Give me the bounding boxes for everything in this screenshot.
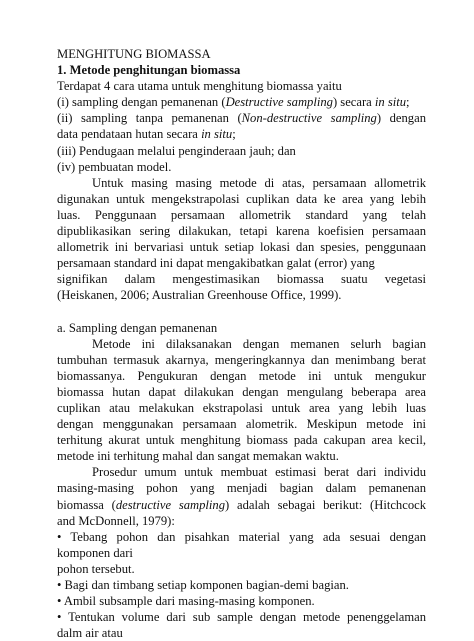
para2-line: dengan menggunakan persamaan alometrik. Meskipun metode ini [57,417,426,432]
bullet-item: • Tentukan volume dari sub sample dengan metode penenggelaman [57,610,426,625]
para1-line: allometrik ini bervariasi untuk setiap lokasi dan spesies, penggunaan [57,240,426,255]
para3-line: Prosedur umum untuk membuat estimasi berat dari individu [92,465,426,480]
para2-line: terhitung akurat untuk menghitung biomass pada cakupan area kecil, [57,433,426,448]
list-item-iv: (iv) pembuatan model. [57,159,172,174]
doc-title: MENGHITUNG BIOMASSA [57,47,211,61]
bullet-item: • Ambil subsample dari masing-masing komponen. [57,594,315,609]
para1-line: Untuk masing masing metode di atas, persamaan allometrik [92,175,426,190]
para3-line: and McDonnell, 1979): [57,513,175,528]
para3-line: biomassa (destructive sampling) adalah sebagai berikut: (Hitchcock [57,497,426,512]
para2-line: biomassa hutan dapat dilakukan dengan mengulang beberapa area [57,384,426,399]
para1-line: persamaan standard ini dapat mengakibatkan galat (error) yang [57,256,375,271]
list-item-ii-cont: data pendataan hutan secara in situ; [57,127,236,142]
para2-line: cuplikan atau melakukan ekstrapolasi untuk area yang lebih luas [57,400,426,415]
bullet-item: • Bagi dan timbang setiap komponen bagian-demi bagian. [57,578,349,592]
para1-line: signifikan dalam mengestimasikan biomassa suatu vegetasi [57,272,426,287]
bullet-item: • Tebang pohon dan pisahkan material yang ada sesuai dengan [57,529,426,544]
para2-line: Metode ini dilaksanakan dengan memanen selurh bagian [92,336,426,351]
para3-line: masing-masing pohon yang menjadi bagian dalam pemanenan [57,481,426,496]
section-heading-sampling: a. Sampling dengan pemanenan [57,320,218,335]
list-item-iii: (iii) Pendugaan melalui penginderaan jauh; dan [57,143,296,158]
intro-line: Terdapat 4 cara utama untuk menghitung biomassa yaitu [57,79,342,94]
para1-line: digunakan untuk mengekstrapolasi cuplikan data ke area yang lebih [57,191,426,206]
bullet-item-cont: dalm air atau [57,626,123,641]
para1-line: (Heiskanen, 2006; Australian Greenhouse Office, 1999). [57,288,342,303]
list-item-i: (i) sampling dengan pemanenan (Destructive sampling) secara in situ; [57,95,410,110]
para1-line: dipublikasikan sering dilakukan, tetapi karena koefisien persamaan [57,224,426,239]
section-heading-metode: 1. Metode penghitungan biomassa [57,63,241,78]
para2-line: tumbuhan termasuk akarnya, mengeringkannya dan menimbang berat [57,352,426,367]
blank-line [57,304,426,320]
list-item-ii: (ii) sampling tanpa pemanenan (Non-destructive sampling) dengan [57,111,426,126]
para2-line: biomassanya. Pengukuran dengan metode ini untuk mengukur [57,368,426,383]
bullet-item-cont: komponen dari [57,545,133,560]
bullet-item-cont: pohon tersebut. [57,561,135,576]
para1-line: luas. Penggunaan persamaan allometrik standard yang telah [57,207,426,222]
para2-line: metode ini terhitung mahal dan sangat memakan waktu. [57,449,339,464]
